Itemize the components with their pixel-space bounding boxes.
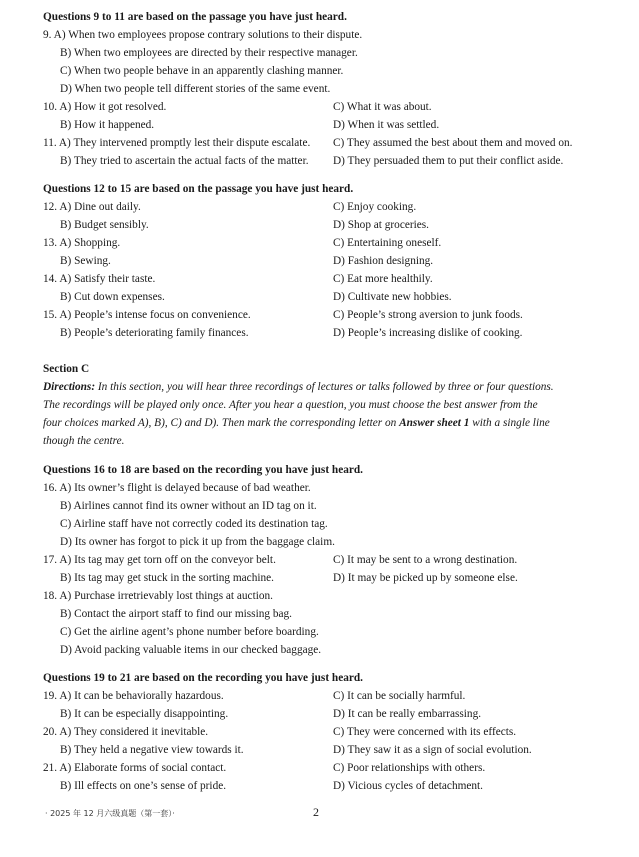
q13-option-a: 13. A) Shopping.	[43, 237, 121, 249]
q9-option-c: C) When two people behave in an apparently clashing manner.	[60, 65, 344, 77]
q16-option-d: D) Its owner has forgot to pick it up from the baggage claim.	[60, 536, 335, 548]
section-heading-q19-21: Questions 19 to 21 are based on the recording you have just heard.	[43, 672, 363, 684]
q21-option-d: D) Vicious cycles of detachment.	[333, 780, 484, 792]
directions-text-1: In this section, you will hear three recordings of lectures or talks followed by three or four questions.	[95, 381, 554, 393]
q12-option-b: B) Budget sensibly.	[60, 219, 149, 231]
q10-option-c: C) What it was about.	[333, 101, 432, 113]
q14-option-c: C) Eat more healthily.	[333, 273, 433, 285]
q18-option-b: B) Contact the airport staff to find our missing bag.	[60, 608, 292, 620]
q10-option-a: 10. A) How it got resolved.	[43, 101, 167, 113]
directions-text-3a: four choices marked A), B), C) and D). Then mark the corresponding letter on	[43, 417, 400, 429]
q19-option-d: D) It can be really embarrassing.	[333, 708, 482, 720]
q15-option-c: C) People’s strong aversion to junk foods.	[333, 309, 523, 321]
q18-option-a: 18. A) Purchase irretrievably lost things at auction.	[43, 590, 273, 602]
q20-option-a: 20. A) They considered it inevitable.	[43, 726, 209, 738]
q14-option-b: B) Cut down expenses.	[60, 291, 165, 303]
q17-option-d: D) It may be picked up by someone else.	[333, 572, 518, 584]
directions-text-3c: with a single line	[469, 417, 550, 429]
q16-option-a: 16. A) Its owner’s flight is delayed because of bad weather.	[43, 482, 311, 494]
q20-option-d: D) They saw it as a sign of social evolution.	[333, 744, 532, 756]
q11-option-c: C) They assumed the best about them and moved on.	[333, 137, 573, 149]
section-heading-q16-18: Questions 16 to 18 are based on the recording you have just heard.	[43, 464, 363, 476]
directions-line-2: The recordings will be played only once. After you hear a question, you must choose the best answer from the	[43, 399, 538, 411]
q21-option-c: C) Poor relationships with others.	[333, 762, 486, 774]
q13-option-b: B) Sewing.	[60, 255, 111, 267]
q9-option-b: B) When two employees are directed by their respective manager.	[60, 47, 358, 59]
q13-option-c: C) Entertaining oneself.	[333, 237, 442, 249]
q15-option-a: 15. A) People’s intense focus on convenience.	[43, 309, 251, 321]
q17-option-b: B) Its tag may get stuck in the sorting machine.	[60, 572, 274, 584]
q9-option-a: 9. A) When two employees propose contrary solutions to their dispute.	[43, 29, 363, 41]
q13-option-d: D) Fashion designing.	[333, 255, 434, 267]
q20-option-c: C) They were concerned with its effects.	[333, 726, 517, 738]
directions-label: Directions:	[43, 381, 96, 393]
q16-option-b: B) Airlines cannot find its owner without an ID tag on it.	[60, 500, 317, 512]
section-c-title: Section C	[43, 363, 90, 375]
q18-option-c: C) Get the airline agent’s phone number before boarding.	[60, 626, 319, 638]
q18-option-d: D) Avoid packing valuable items in our checked baggage.	[60, 644, 322, 656]
directions-line-3	[43, 416, 550, 430]
q19-option-a: 19. A) It can be behaviorally hazardous.	[43, 690, 224, 702]
q17-option-a: 17. A) Its tag may get torn off on the conveyor belt.	[43, 554, 276, 566]
page-number: 2	[313, 805, 319, 819]
q15-option-b: B) People’s deteriorating family finances.	[60, 327, 249, 339]
q19-option-c: C) It can be socially harmful.	[333, 690, 466, 702]
q11-option-b: B) They tried to ascertain the actual facts of the matter.	[60, 155, 309, 167]
q12-option-a: 12. A) Dine out daily.	[43, 201, 141, 213]
q11-option-a: 11. A) They intervened promptly lest their dispute escalate.	[43, 137, 311, 149]
q15-option-d: D) People’s increasing dislike of cooking.	[333, 327, 523, 339]
answer-sheet-label: Answer sheet 1	[399, 417, 470, 429]
q9-option-d: D) When two people tell different stories of the same event.	[60, 83, 331, 95]
directions-line-4: though the centre.	[43, 435, 125, 447]
q17-option-c: C) It may be sent to a wrong destination.	[333, 554, 518, 566]
q14-option-a: 14. A) Satisfy their taste.	[43, 273, 156, 285]
section-heading-q12-15: Questions 12 to 15 are based on the passage you have just heard.	[43, 183, 354, 195]
section-heading-q9-11: Questions 9 to 11 are based on the passage you have just heard.	[43, 11, 347, 23]
q21-option-b: B) Ill effects on one’s sense of pride.	[60, 780, 227, 792]
q19-option-b: B) It can be especially disappointing.	[60, 708, 229, 720]
q16-option-c: C) Airline staff have not correctly coded its destination tag.	[60, 518, 328, 530]
q20-option-b: B) They held a negative view towards it.	[60, 744, 244, 756]
q10-option-d: D) When it was settled.	[333, 119, 440, 131]
q11-option-d: D) They persuaded them to put their conflict aside.	[333, 155, 564, 167]
q21-option-a: 21. A) Elaborate forms of social contact.	[43, 762, 227, 774]
q10-option-b: B) How it happened.	[60, 119, 155, 131]
q12-option-d: D) Shop at groceries.	[333, 219, 429, 231]
q14-option-d: D) Cultivate new hobbies.	[333, 291, 452, 303]
directions-line-1	[43, 380, 554, 394]
page-footer: · 2025 年 12 月六级真题（第一套）·	[45, 809, 175, 818]
q12-option-c: C) Enjoy cooking.	[333, 201, 417, 213]
